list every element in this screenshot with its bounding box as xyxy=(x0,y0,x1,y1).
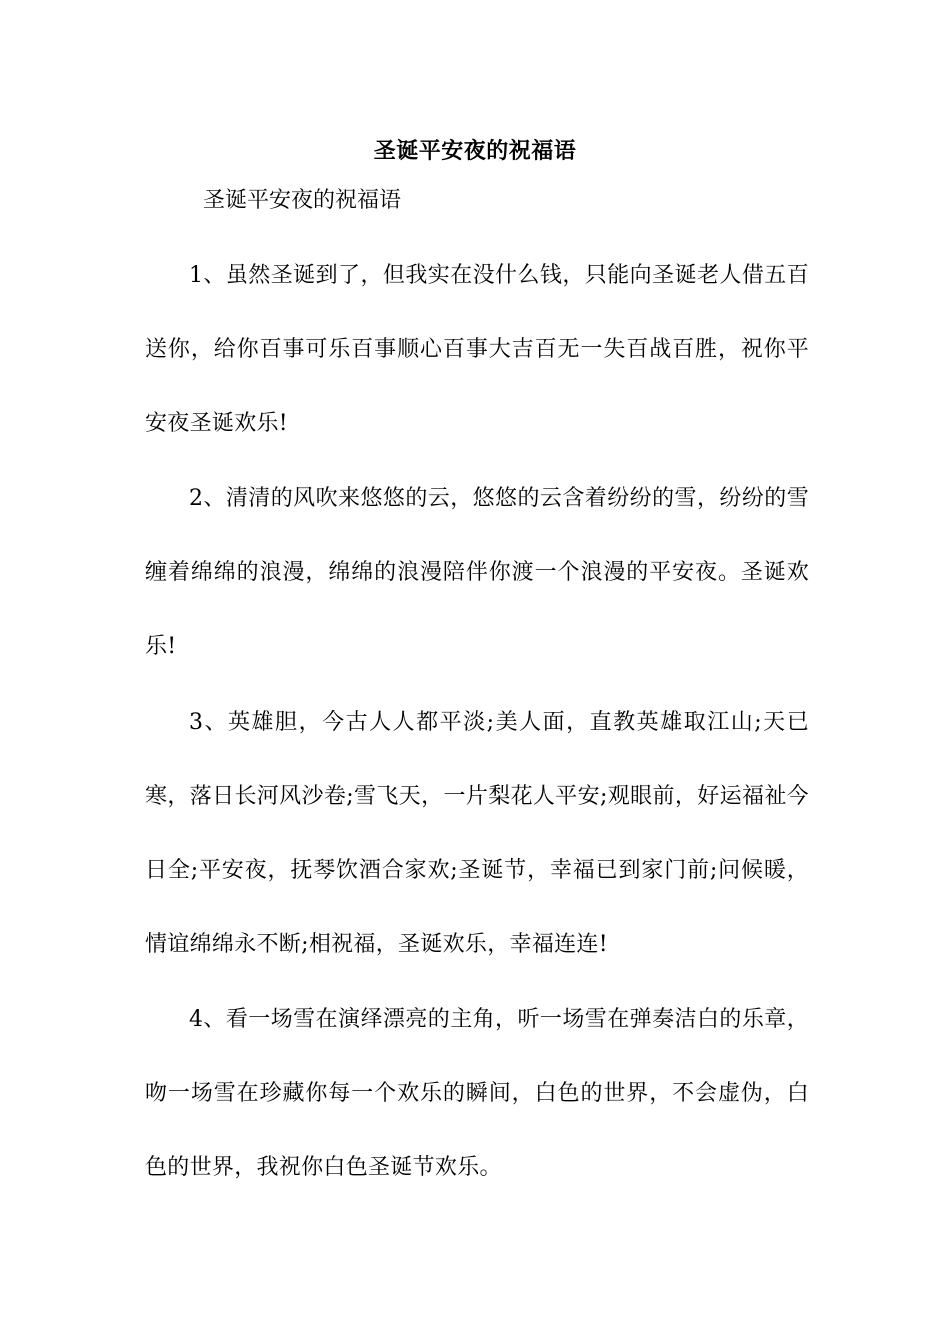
document-subtitle: 圣诞平安夜的祝福语 xyxy=(203,188,402,213)
paragraph-3: 3、英雄胆，今古人人都平淡;美人面，直教英雄取江山;天已寒，落日长河风沙卷;雪飞天，一片梨花人平安;观眼前，好运福祉今日全;平安夜，抚琴饮酒合家欢;圣诞节，幸福已到家门前;问候暖，情谊绵绵永不断;相祝福，圣诞欢乐，幸福连连! xyxy=(145,710,809,957)
paragraph-4: 4、看一场雪在演绎漂亮的主角，听一场雪在弹奏洁白的乐章，吻一场雪在珍藏你每一个欢乐的瞬间，白色的世界，不会虚伪，白色的世界，我祝你白色圣诞节欢乐。 xyxy=(145,1007,809,1180)
paragraph-1: 1、虽然圣诞到了，但我实在没什么钱，只能向圣诞老人借五百送你，给你百事可乐百事顺心百事大吉百无一失百战百胜，祝你平安夜圣诞欢乐! xyxy=(145,263,809,436)
document-title: 圣诞平安夜的祝福语 xyxy=(373,138,577,164)
paragraph-2: 2、清清的风吹来悠悠的云，悠悠的云含着纷纷的雪，纷纷的雪缠着绵绵的浪漫，绵绵的浪漫陪伴你渡一个浪漫的平安夜。圣诞欢乐! xyxy=(145,486,809,659)
